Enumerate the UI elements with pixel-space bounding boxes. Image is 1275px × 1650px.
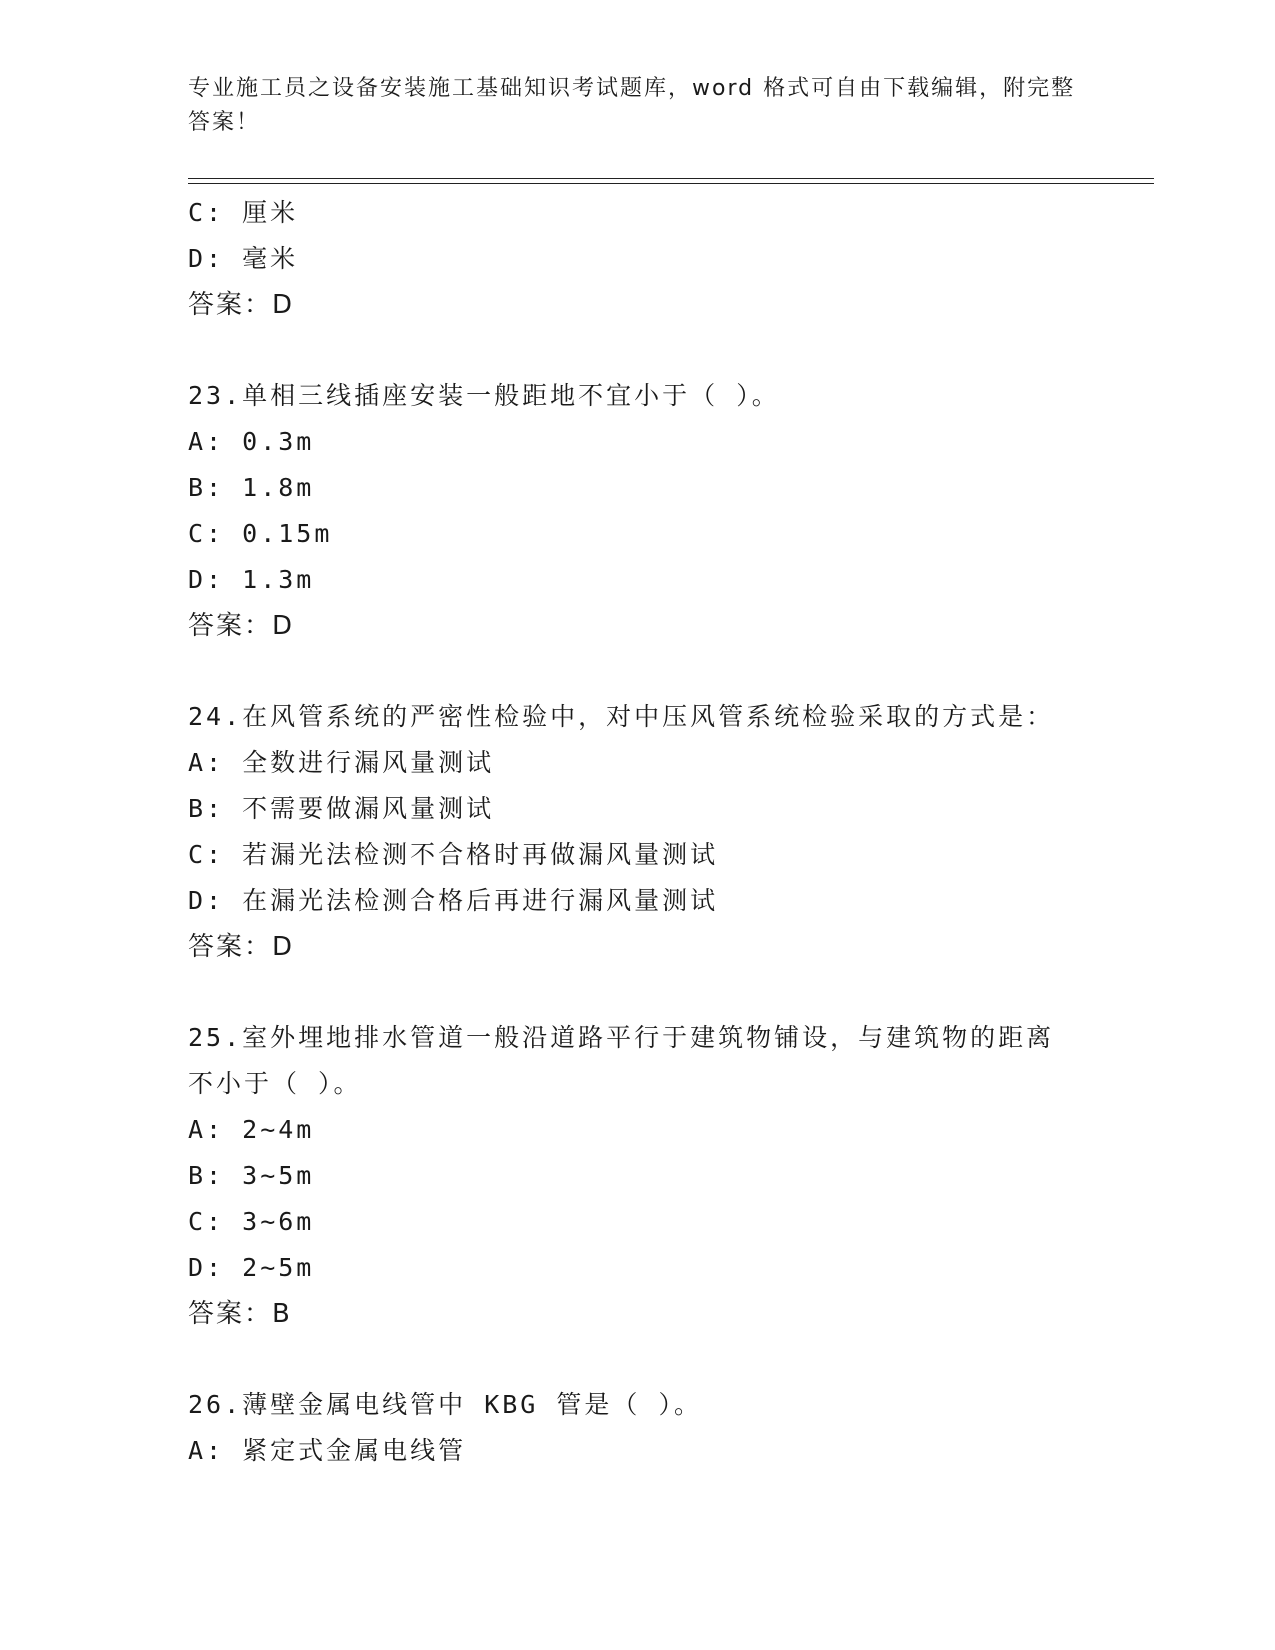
option-d: D: 2~5m xyxy=(188,1253,315,1282)
option-d: D: 毫米 xyxy=(188,244,299,273)
question-text: 23.单相三线插座安装一般距地不宜小于（ ）。 xyxy=(188,381,780,410)
header-divider-bottom xyxy=(188,183,1154,184)
option-d: D: 1.3m xyxy=(188,565,315,594)
spacer xyxy=(188,649,1088,694)
option-c: C: 0.15m xyxy=(188,519,333,548)
question-text: 26.薄壁金属电线管中 KBG 管是（ ）。 xyxy=(188,1390,702,1419)
spacer xyxy=(188,970,1088,1015)
question-block-22 xyxy=(188,190,1088,328)
question-block-23 xyxy=(188,373,1088,649)
answer-line: 答案：B xyxy=(188,1299,292,1329)
question-block-24 xyxy=(188,694,1088,970)
option-a: A: 紧定式金属电线管 xyxy=(188,1436,467,1465)
header-divider-top xyxy=(188,178,1154,179)
answer-line: 答案：D xyxy=(188,290,295,320)
option-a: A: 0.3m xyxy=(188,427,315,456)
document-body xyxy=(188,190,1088,1474)
option-b: B: 3~5m xyxy=(188,1161,315,1190)
option-c: C: 若漏光法检测不合格时再做漏风量测试 xyxy=(188,840,719,869)
answer-line: 答案：D xyxy=(188,611,295,641)
option-b: B: 不需要做漏风量测试 xyxy=(188,794,495,823)
option-b: B: 1.8m xyxy=(188,473,315,502)
spacer xyxy=(188,1337,1088,1382)
question-block-25 xyxy=(188,1015,1088,1337)
question-text: 25.室外埋地排水管道一般沿道路平行于建筑物铺设，与建筑物的距离不小于（ ）。 xyxy=(188,1023,1055,1098)
option-a: A: 2~4m xyxy=(188,1115,315,1144)
option-c: C: 3~6m xyxy=(188,1207,315,1236)
option-c: C: 厘米 xyxy=(188,198,299,227)
document-header: 专业施工员之设备安装施工基础知识考试题库，word 格式可自由下载编辑，附完整答案！ xyxy=(188,76,1076,135)
option-a: A: 全数进行漏风量测试 xyxy=(188,748,495,777)
question-block-26 xyxy=(188,1382,1088,1474)
option-d: D: 在漏光法检测合格后再进行漏风量测试 xyxy=(188,886,719,915)
answer-line: 答案：D xyxy=(188,932,295,962)
question-text: 24.在风管系统的严密性检验中，对中压风管系统检验采取的方式是： xyxy=(188,702,1055,731)
spacer xyxy=(188,328,1088,373)
